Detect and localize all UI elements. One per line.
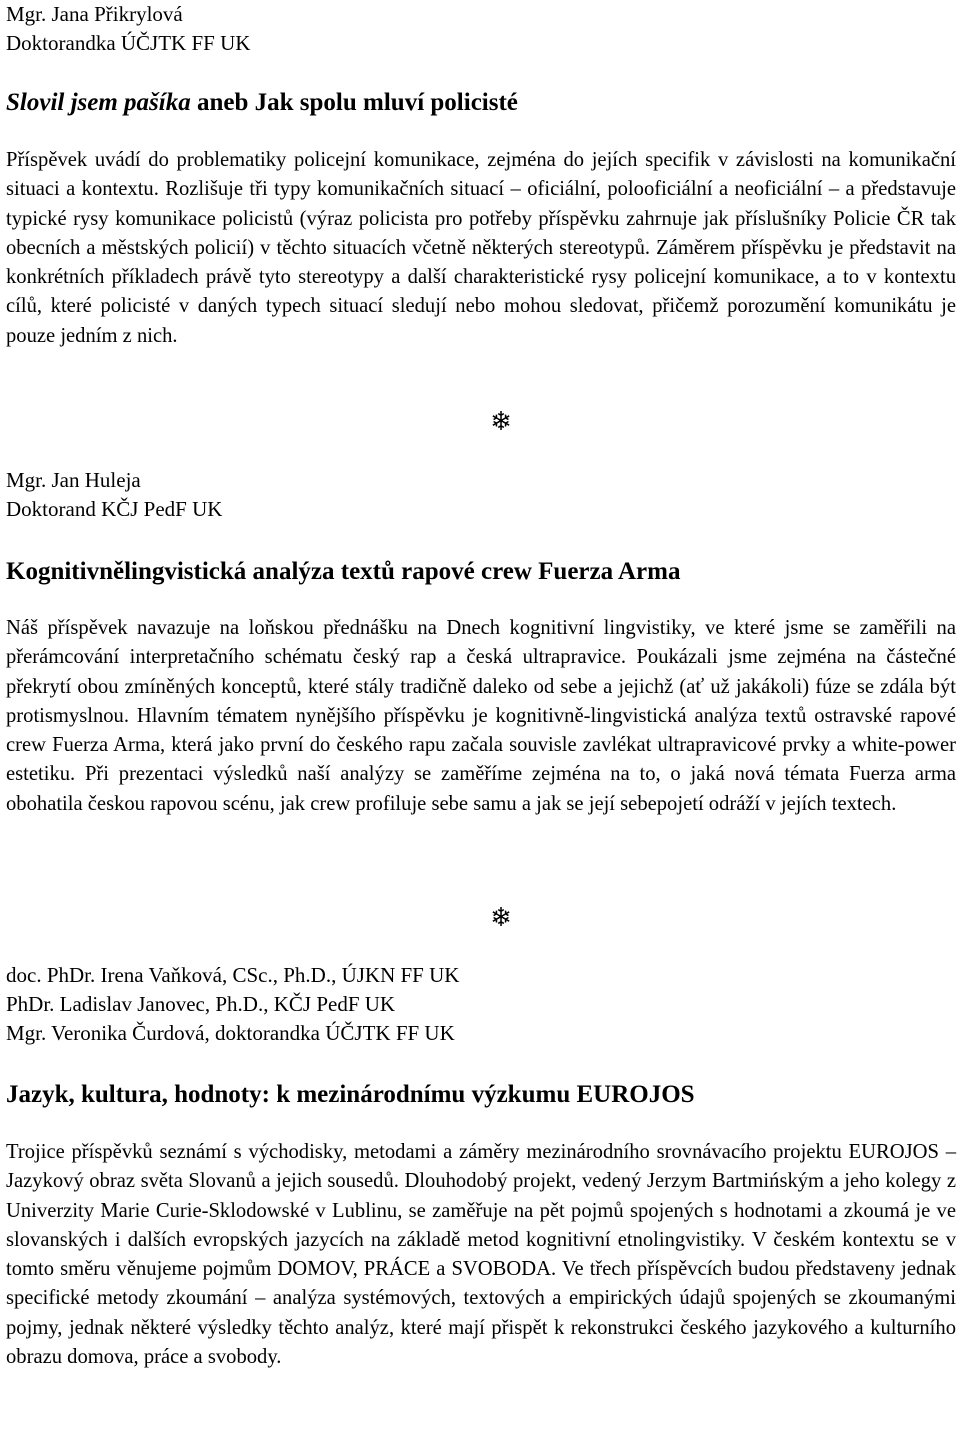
author-name: doc. PhDr. Irena Vaňková, CSc., Ph.D., ÚJKN FF UK [6,963,460,987]
author-block [6,961,459,1048]
author-block [6,0,250,58]
author-affiliation: Doktorandka ÚČJTK FF UK [6,31,251,55]
author-block [6,466,222,524]
paper-title [6,88,518,118]
paper-title-italic: Slovil jsem pašíka [6,89,191,116]
author-name: Mgr. Jan Huleja [6,468,141,492]
author-name: Mgr. Jana Přikrylová [6,2,183,26]
snowflake-divider-icon: ❄ [490,903,512,932]
author-name: Mgr. Veronika Čurdová, doktorandka ÚČJTK FF UK [6,1021,455,1045]
abstract-paragraph: Příspěvek uvádí do problematiky policejní komunikace, zejména do jejích specifik v závislosti na komunikační situaci a kontextu. Rozlišuje tři typy komunikačních situací – oficiální, polooficiální a neoficiální – a představuje typické rysy komunikace policistů (výraz policista pro potřeby příspěvku zahrnuje jak příslušníky Policie ČR tak obecních a městských policií) v těchto situacích včetně některých stereotypů. Záměrem příspěvku je představit na konkrétních příkladech právě tyto stereotypy a další charakteristické rysy policejní komunikace, a to v kontextu cílů, které policisté v daných typech situací sledují nebo mohou sledovat, přičemž porozumění komunikátu je pouze jedním z nich. [6,149,956,347]
abstract-paragraph: Trojice příspěvků seznámí s východisky, metodami a záměry mezinárodního srovnávacího projektu EUROJOS – Jazykový obraz světa Slovanů a jejich sousedů. Dlouhodobý projekt, vedený Jerzym Bartmińským a jeho kolegy z Univerzity Marie Curie-Sklodowské v Lublinu, se zaměřuje na pět pojmů spojených s hodnotami a zkoumá je ve slovanských i dalších evropských jazycích na základě metod kognitivní etnolingvistiky. V českém kontextu se v tomto směru věnujeme pojmům DOMOV, PRÁCE a SVOBODA. Ve třech příspěvcích budou představeny jednak specifické metody zkoumání – analýza systémových, textových a empirických údajů spojených se zkoumanými pojmy, jednak některé výsledky těchto analýz, které mají přispět k rekonstrukci českého jazykového a kulturního obrazu domova, práce a svobody. [6,1141,956,1369]
paper-title-rest: aneb Jak spolu mluví policisté [190,89,518,116]
paper-title: Jazyk, kultura, hodnoty: k mezinárodnímu výzkumu EUROJOS [6,1081,695,1108]
abstract-paragraph: Náš příspěvek navazuje na loňskou přednášku na Dnech kognitivní lingvistiky, ve které jsme se zaměřili na přerámcování interpretačního schématu český rap a česká ultrapravice. Poukázali jsme zejména na částečné překrytí obou zmíněných konceptů, které stály tradičně daleko od sebe a jejichž (ať už jakákoli) fúze se zdála být protismyslnou. Hlavním tématem nynějšího příspěvku je kognitivně-lingvistická analýza textů ostravské rapové crew Fuerza Arma, která jako první do českého rapu začala souvisle zavlékat ultrapravicové prvky a white-power estetiku. Při prezentaci výsledků naší analýzy se zaměříme zejména na to, o jaká nová témata Fuerza arma obohatila českou rapovou scénu, jak crew profiluje sebe samu a jak se její sebepojetí odráží v jejích textech. [6,617,956,815]
snowflake-divider-icon: ❄ [490,407,512,436]
author-affiliation: Doktorand KČJ PedF UK [6,497,223,521]
paper-title: Kognitivnělingvistická analýza textů rapové crew Fuerza Arma [6,558,681,585]
author-name: PhDr. Ladislav Janovec, Ph.D., KČJ PedF UK [6,992,396,1016]
